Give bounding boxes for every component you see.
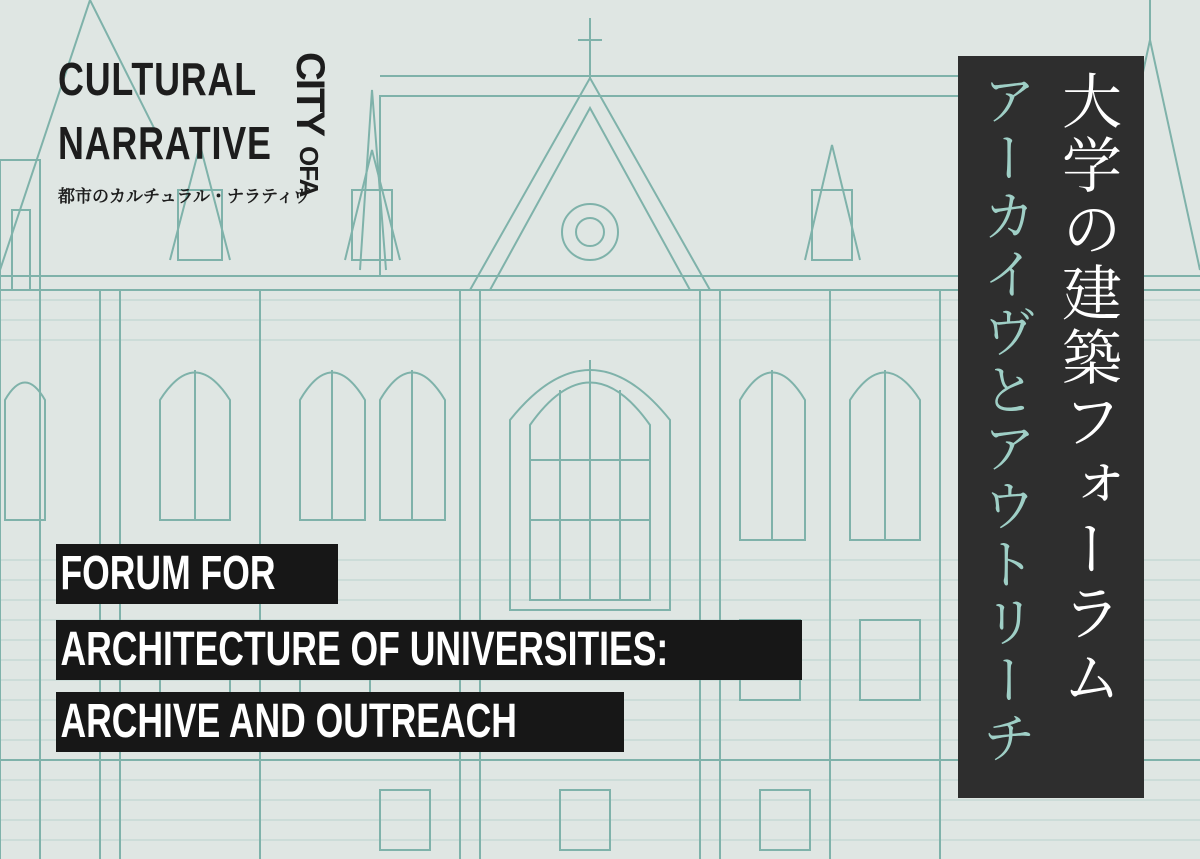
logo-japanese-subtitle: 都市のカルチュラル・ナラティヴ [58,187,311,207]
logo-word-ofa: OFA [294,146,324,197]
logo-word-cultural: CULTURAL [58,53,257,105]
vertical-title-sub: アーカイヴとアウトリーチ [974,72,1037,768]
title-line-2: ARCHITECTURE OF UNIVERSITIES: [56,620,802,680]
vertical-title-main: 大学の建築フォーラム [1052,70,1122,710]
logo-word-narrative: NARRATIVE [58,117,272,169]
logo-word-city: CITY [288,52,332,136]
cultural-narrative-logo [58,50,348,210]
title-line-1: FORUM FOR [56,544,338,604]
title-line-3: ARCHIVE AND OUTREACH [56,692,624,752]
